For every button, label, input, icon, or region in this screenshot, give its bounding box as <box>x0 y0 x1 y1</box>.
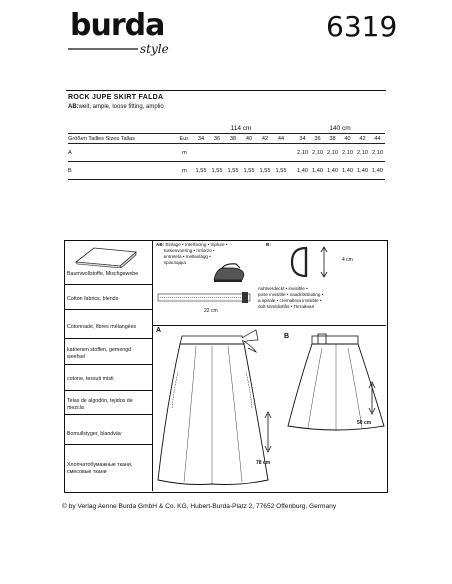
table-row: B m 1,55 1,55 1,55 1,55 1,55 1,55 1,40 1,40 1,40 1,40 1,40 1,40 <box>68 162 385 180</box>
view-b-length: 50 cm <box>357 420 372 426</box>
fabric-item: Хлопчатобумажные ткани, смесовые ткани <box>67 462 133 475</box>
fabric-item: cotone, tessuti misti <box>67 376 114 382</box>
interfacing-text: AB: Einlage • Interfacing • triplure • tussenvoering • rinforzo • entretela • mellanlägg • прокладка <box>156 242 228 265</box>
view-b-label: B <box>284 333 290 340</box>
zipper-length: 22 cm <box>204 308 218 314</box>
view-a-length-arrow <box>262 410 274 454</box>
iron-icon <box>212 262 252 284</box>
fabric-width-114: 114 cm <box>193 124 289 134</box>
zipper-icon <box>156 288 256 308</box>
size-header-unit: Eur. <box>176 134 193 144</box>
view-a-label: A <box>156 327 162 334</box>
ring-size: 4 cm <box>342 257 353 263</box>
view-b-length-arrow <box>366 380 378 416</box>
fabric-item: Baumwollstoffe, Mischgewebe <box>67 271 139 277</box>
fabric-item: Bomullstyger, blandväv <box>67 431 122 437</box>
fabric-suggestions-column <box>64 240 153 491</box>
brand-logo-text: burda <box>70 8 165 43</box>
pattern-title: ROCK JUPE SKIRT FALDA <box>68 94 164 101</box>
fabric-item: Telas de algodón, tejidos de mezcla <box>67 398 133 411</box>
fabric-item: Cotton fabrics, blends <box>67 296 119 302</box>
fabric-item: Cotonnade, fibres mélangées <box>67 324 137 330</box>
pattern-number: 6319 <box>326 10 398 43</box>
brand-logo-subtext: style <box>140 42 169 56</box>
fabric-item: katoenen stoffen, gemengd weefsel <box>67 347 132 360</box>
table-row: A m 2,10 2,10 2,10 2,10 2,10 2,10 <box>68 144 385 162</box>
view-a-length: 78 cm <box>256 460 271 466</box>
size-header-label: Größen Tailles Sizes Tallas <box>68 134 176 144</box>
fabric-swatch-icon <box>74 246 138 268</box>
yardage-table: 114 cm 140 cm Größen Tailles Sizes Tallas Eur. 34 36 38 40 42 44 34 36 38 40 42 44 A m 2,10 2,10 2,10 2,10 2,10 2,10 B m 1,55 1,55 1,55 1,55 1,55 1,55 1,40 1,40 1,40 1,40 1,40 1,40 <box>68 124 385 181</box>
header-divider <box>66 90 386 91</box>
fit-description: AB:weit, ample, loose fitting, amplio <box>68 104 164 110</box>
d-ring-icon <box>290 244 340 280</box>
logo-underline <box>68 46 138 52</box>
ring-prefix: B: <box>266 242 271 247</box>
fabric-width-140: 140 cm <box>295 124 385 134</box>
zipper-text: nahtverdeckt • invisible • pose invisible • naadritssluiting • a spirale • cremallera invisible • dolt sömblixtlås • Потайная <box>258 286 324 309</box>
copyright-notice: © by Verlag Aenne Burda GmbH & Co. KG, Hubert-Burda-Platz 2, 77652 Offenburg, Germany <box>62 503 337 510</box>
